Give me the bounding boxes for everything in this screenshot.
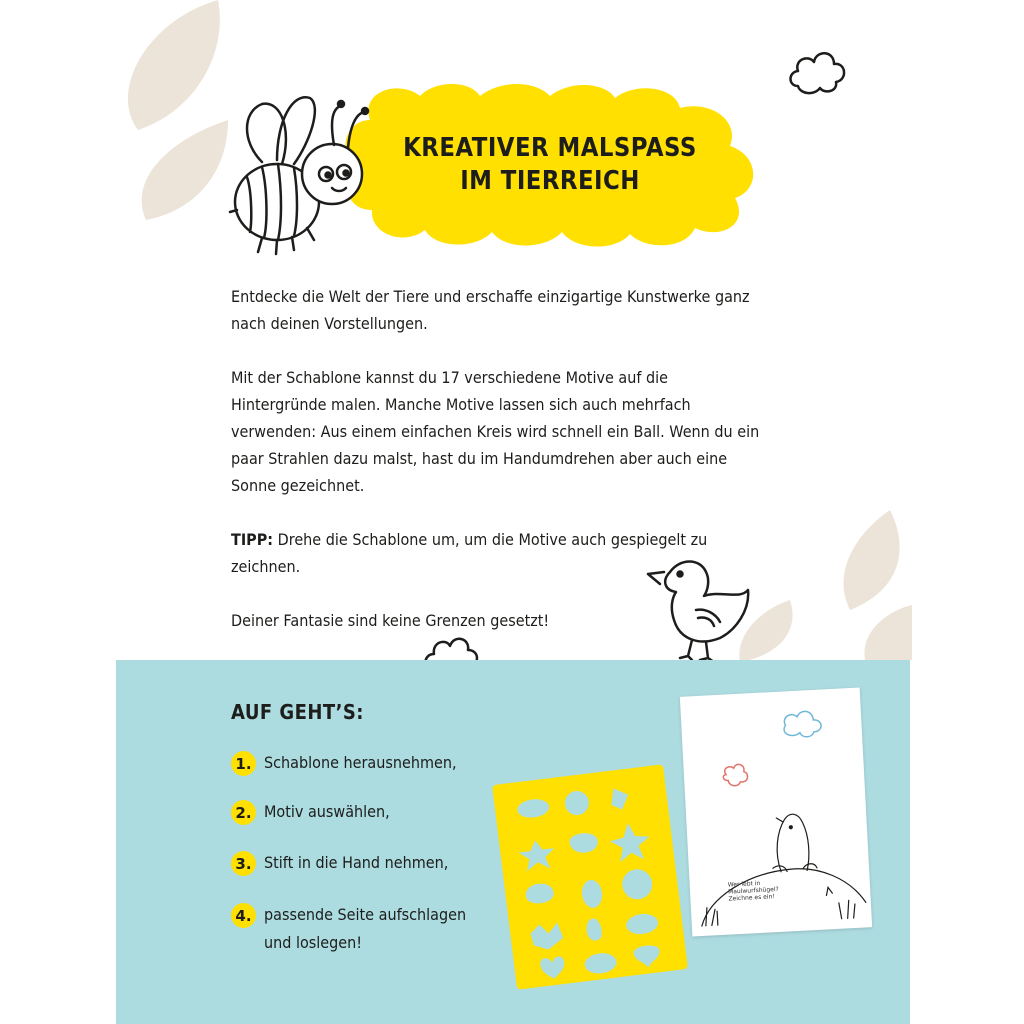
step-text bbox=[264, 901, 466, 957]
stencil-illustration bbox=[490, 762, 690, 992]
step-text-line-2: und loslegen! bbox=[264, 933, 363, 952]
step-text: Motiv auswählen, bbox=[264, 802, 390, 821]
step-text: Stift in die Hand nehmen, bbox=[264, 853, 449, 872]
intro-paragraph-1: Entdecke die Welt der Tiere und erschaffe einzigartige Kunstwerke ganz nach deinen Vorstellungen. bbox=[231, 287, 750, 333]
intro-paragraph-4: Deiner Fantasie sind keine Grenzen gesetzt! bbox=[231, 611, 550, 630]
title-block bbox=[330, 80, 770, 250]
intro-paragraph-2: Mit der Schablone kannst du 17 verschiedene Motive auf die Hintergründe malen. Manche Motive lassen sich auch mehrfach verwenden: Aus einem einfachen Kreis wird schnell ein Ball. Wenn du ein paar Strahlen dazu malst, hast du im Handumdrehen aber auch eine Sonne gezeichnet. bbox=[231, 368, 760, 495]
step-item-3 bbox=[231, 851, 469, 877]
leaf-shape-right bbox=[820, 510, 912, 670]
step-number-badge: 3. bbox=[231, 851, 256, 876]
step-text-line-1: passende Seite aufschlagen bbox=[264, 905, 467, 924]
step-item-2 bbox=[231, 800, 404, 826]
intro-text bbox=[231, 283, 762, 661]
title-line-1: KREATIVER MALSPASS bbox=[403, 133, 697, 163]
step-text: Schablone herausnehmen, bbox=[264, 753, 457, 772]
tip-paragraph bbox=[231, 526, 762, 580]
step-number-badge: 2. bbox=[231, 800, 256, 825]
cloud-doodle-top-right bbox=[786, 46, 848, 98]
coloring-page-caption: Wer lebt in Maulwurfshügel? Zeichne es ein! bbox=[727, 879, 779, 903]
title-line-2: IM TIERREICH bbox=[460, 166, 640, 196]
step-number-badge: 4. bbox=[231, 903, 256, 928]
step-item-1 bbox=[231, 751, 478, 777]
tip-label: TIPP: bbox=[231, 530, 274, 549]
step-item-4 bbox=[231, 903, 489, 957]
tip-text: Drehe die Schablone um, um die Motive auch gespiegelt zu zeichnen. bbox=[231, 530, 708, 576]
step-number-badge: 1. bbox=[231, 751, 256, 776]
page-title bbox=[356, 80, 743, 250]
coloring-page-preview bbox=[680, 687, 872, 936]
steps-heading: AUF GEHT’S: bbox=[231, 700, 364, 724]
bee-illustration bbox=[222, 92, 372, 262]
